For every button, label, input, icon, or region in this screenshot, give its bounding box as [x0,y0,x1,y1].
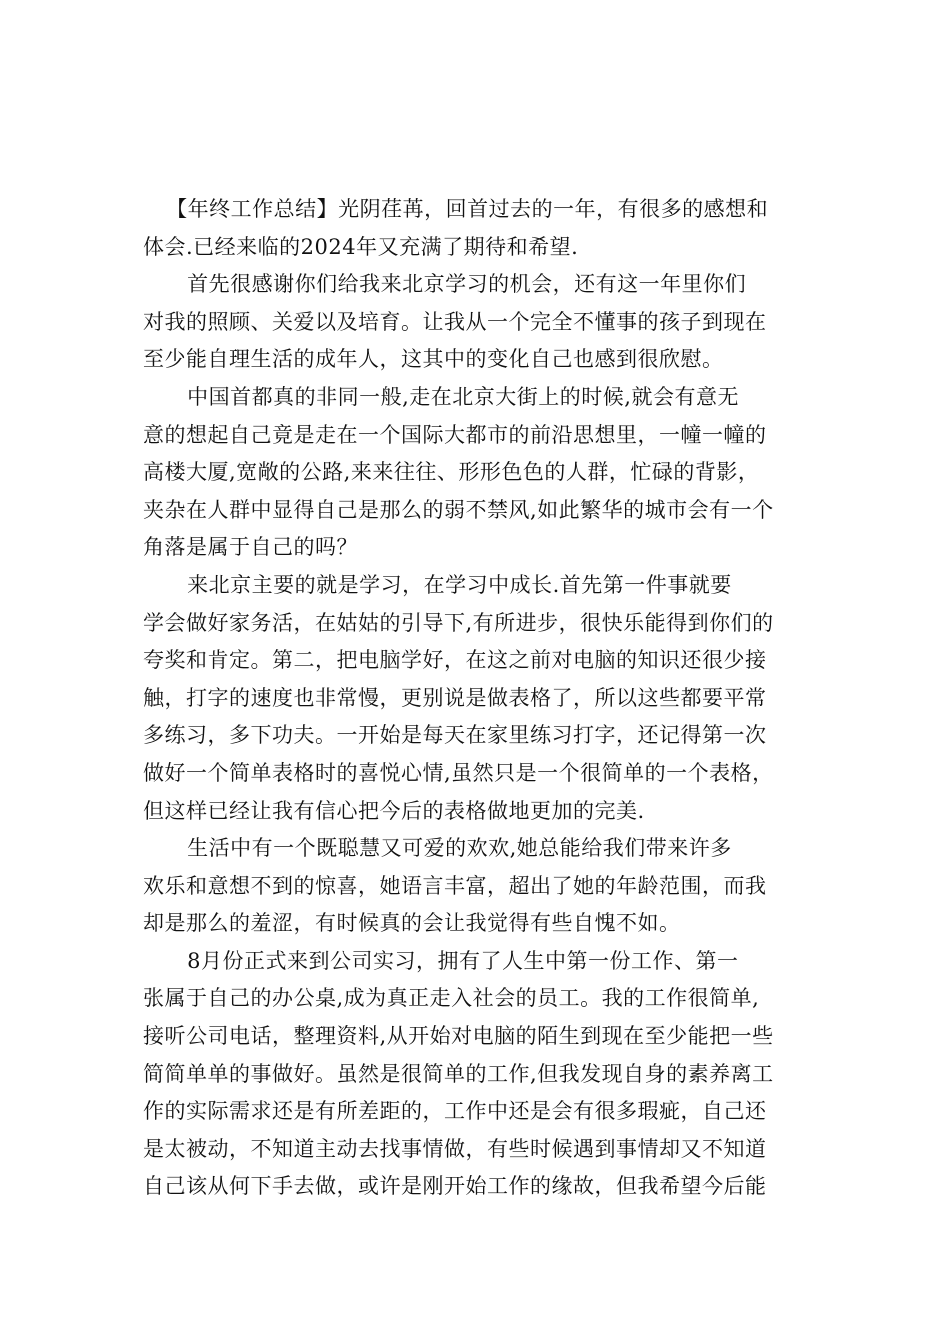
paragraph-line: 高楼大厦,宽敞的公路,来来往往、形形色色的人群，忙碌的背影， [143,460,760,485]
paragraph-line: 对我的照顾、关爱以及培育。让我从一个完全不懂事的孩子到现在 [143,309,767,334]
paragraph-4 [143,567,807,830]
paragraph-line: 意的想起自己竟是走在一个国际大都市的前沿思想里，一幢一幢的 [143,422,767,447]
paragraph-line: 欢乐和意想不到的惊喜，她语言丰富，超出了她的年龄范围，而我 [143,873,767,898]
paragraph-1 [143,191,807,266]
paragraph-line: 做好一个简单表格时的喜悦心情,虽然只是一个很简单的一个表格， [143,760,774,785]
paragraph-line: 但这样已经让我有信心把今后的表格做地更加的完美. [143,798,645,823]
paragraph-line: 作的实际需求还是有所差距的，工作中还是会有很多瑕疵，自己还 [143,1099,767,1124]
document-body [143,191,807,1206]
paragraph-line: 至少能自理生活的成年人，这其中的变化自己也感到很欣慰。 [143,347,724,372]
paragraph-3 [143,379,807,567]
paragraph-line: 多练习，多下功夫。一开始是每天在家里练习打字，还记得第一次 [143,723,767,748]
paragraph-line: 自己该从何下手去做，或许是刚开始工作的缘故，但我希望今后能 [143,1174,767,1199]
paragraph-line: 接听公司电话，整理资料,从开始对电脑的陌生到现在至少能把一些 [143,1024,774,1049]
paragraph-line: 生活中有一个既聪慧又可爱的欢欢,她总能给我们带来许多 [187,836,732,861]
paragraph-line: 体会.已经来临的2024年又充满了期待和希望. [143,234,579,259]
paragraph-line: 中国首都真的非同一般,走在北京大街上的时候,就会有意无 [187,384,739,409]
paragraph-line: 夹杂在人群中显得自己是那么的弱不禁风,如此繁华的城市会有一个 [143,497,774,522]
paragraph-line: 触，打字的速度也非常慢，更别说是做表格了，所以这些都要平常 [143,685,767,710]
paragraph-2 [143,266,807,379]
paragraph-line: 学会做好家务活，在姑姑的引导下,有所进步，很快乐能得到你们的 [143,610,774,635]
paragraph-line: 首先很感谢你们给我来北京学习的机会，还有这一年里你们 [187,272,747,297]
paragraph-line: 简简单单的事做好。虽然是很简单的工作,但我发现自身的素养离工 [143,1061,774,1086]
paragraph-5 [143,830,807,943]
paragraph-line: 来北京主要的就是学习，在学习中成长.首先第一件事就要 [187,572,732,597]
paragraph-line: 却是那么的羞涩，有时候真的会让我觉得有些自愧不如。 [143,911,681,936]
paragraph-6 [143,943,807,1206]
paragraph-line: 角落是属于自己的吗？ [143,535,358,560]
paragraph-line: 夸奖和肯定。第二，把电脑学好，在这之前对电脑的知识还很少接 [143,648,767,673]
paragraph-line: 8月份正式来到公司实习，拥有了人生中第一份工作、第一 [187,948,739,973]
paragraph-line: 【年终工作总结】光阴荏苒，回首过去的一年，有很多的感想和 [166,197,769,221]
paragraph-line: 张属于自己的办公桌,成为真正走入社会的员工。我的工作很简单, [143,986,760,1011]
paragraph-line: 是太被动，不知道主动去找事情做，有些时候遇到事情却又不知道 [143,1136,767,1161]
